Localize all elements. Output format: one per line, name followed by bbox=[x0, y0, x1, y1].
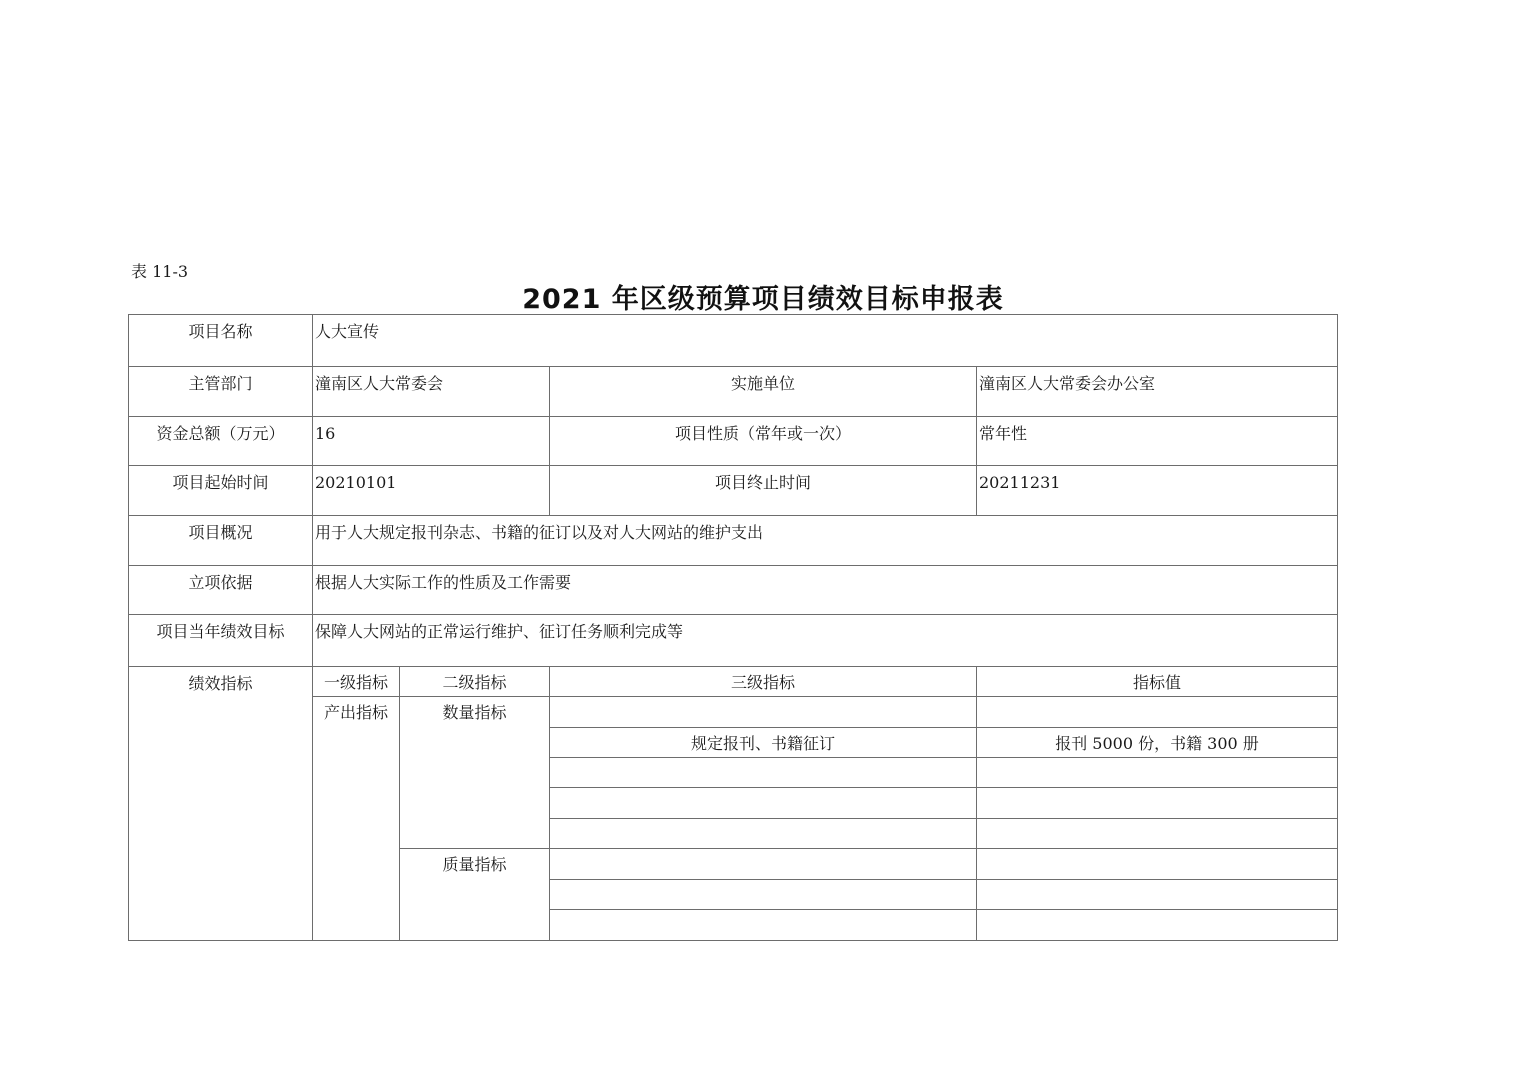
header-level2: 二级指标 bbox=[400, 667, 550, 697]
indicators-label: 绩效指标 bbox=[129, 667, 313, 941]
basis-label: 立项依据 bbox=[129, 566, 313, 615]
end-value: 20211231 bbox=[977, 466, 1338, 516]
funds-label: 资金总额（万元） bbox=[129, 417, 313, 466]
row-project-name bbox=[129, 315, 1338, 367]
funds-value: 16 bbox=[313, 417, 550, 466]
overview-value: 用于人大规定报刊杂志、书籍的征订以及对人大网站的维护支出 bbox=[313, 516, 1338, 566]
indicator-value bbox=[977, 910, 1338, 941]
indicator-name bbox=[550, 819, 977, 849]
indicator-name bbox=[550, 910, 977, 941]
indicator-name bbox=[550, 758, 977, 788]
level2-quality: 质量指标 bbox=[400, 849, 550, 941]
row-overview bbox=[129, 516, 1338, 566]
indicator-name bbox=[550, 880, 977, 910]
indicator-name: 规定报刊、书籍征订 bbox=[550, 728, 977, 758]
page-title: 2021 年区级预算项目绩效目标申报表 bbox=[522, 284, 1004, 315]
start-value: 20210101 bbox=[313, 466, 550, 516]
impl-unit-value: 潼南区人大常委会办公室 bbox=[977, 367, 1338, 417]
indicator-value bbox=[977, 788, 1338, 819]
indicator-name bbox=[550, 697, 977, 728]
row-goal bbox=[129, 615, 1338, 667]
level2-quantity: 数量指标 bbox=[400, 697, 550, 849]
indicator-value bbox=[977, 819, 1338, 849]
impl-unit-label: 实施单位 bbox=[550, 367, 977, 417]
goal-value: 保障人大网站的正常运行维护、征订任务顺利完成等 bbox=[313, 615, 1338, 667]
overview-label: 项目概况 bbox=[129, 516, 313, 566]
indicator-value bbox=[977, 849, 1338, 880]
row-time bbox=[129, 466, 1338, 516]
nature-label: 项目性质（常年或一次） bbox=[550, 417, 977, 466]
dept-label: 主管部门 bbox=[129, 367, 313, 417]
table-number: 表 11-3 bbox=[131, 262, 189, 281]
indicator-name bbox=[550, 788, 977, 819]
indicator-name bbox=[550, 849, 977, 880]
indicator-value: 报刊 5000 份，书籍 300 册 bbox=[977, 728, 1338, 758]
header-level1: 一级指标 bbox=[313, 667, 400, 697]
dept-value: 潼南区人大常委会 bbox=[313, 367, 550, 417]
level1-output: 产出指标 bbox=[313, 697, 400, 941]
project-name-value: 人大宣传 bbox=[313, 315, 1338, 367]
header-level3: 三级指标 bbox=[550, 667, 977, 697]
end-label: 项目终止时间 bbox=[550, 466, 977, 516]
project-name-label: 项目名称 bbox=[129, 315, 313, 367]
performance-target-table bbox=[128, 314, 1338, 941]
indicator-value bbox=[977, 758, 1338, 788]
row-funds bbox=[129, 417, 1338, 466]
indicator-value bbox=[977, 880, 1338, 910]
indicator-value bbox=[977, 697, 1338, 728]
basis-value: 根据人大实际工作的性质及工作需要 bbox=[313, 566, 1338, 615]
goal-label: 项目当年绩效目标 bbox=[129, 615, 313, 667]
row-basis bbox=[129, 566, 1338, 615]
row-department bbox=[129, 367, 1338, 417]
indicator-header-row bbox=[129, 667, 1338, 697]
nature-value: 常年性 bbox=[977, 417, 1338, 466]
header-value: 指标值 bbox=[977, 667, 1338, 697]
start-label: 项目起始时间 bbox=[129, 466, 313, 516]
